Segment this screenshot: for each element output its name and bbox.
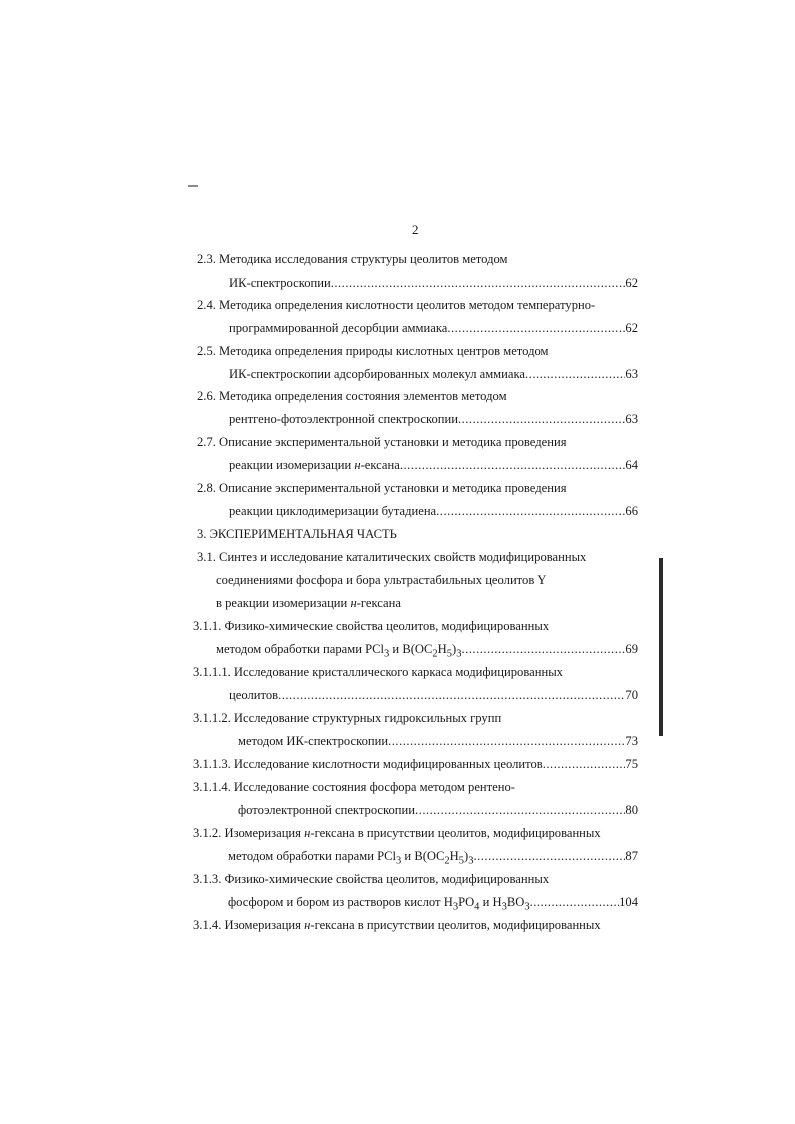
subscript: 5 xyxy=(446,648,453,660)
toc-entry-3-1-1-1-page: 70 xyxy=(625,688,638,702)
toc-leader-dots xyxy=(436,503,625,519)
toc-entry-3-1-3-text xyxy=(228,894,530,916)
toc-leader-dots xyxy=(400,457,626,473)
toc-entry-2-5-line2 xyxy=(229,366,638,382)
toc-entry-3-1-2-line1 xyxy=(193,825,601,841)
toc-entry-3-1-3-line2 xyxy=(228,894,638,916)
toc-entry-3-1-2-line2 xyxy=(228,848,638,870)
toc-entry-2-8-line1: 2.8. Описание экспериментальной установки и методика проведения xyxy=(197,481,567,495)
toc-entry-3-1-1-2-line1: 3.1.1.2. Исследование структурных гидроксильных групп xyxy=(193,711,502,725)
toc-entry-3-1-1-4-line2 xyxy=(238,802,638,818)
text-part: -гексана в присутствии цеолитов, модифицированных xyxy=(310,918,601,932)
subscript: 5 xyxy=(458,855,465,867)
toc-entry-3-1-1-4-text: фотоэлектронной спектроскопии xyxy=(238,803,416,817)
text-part: в реакции изомеризации xyxy=(216,596,351,610)
toc-entry-3-1-2-page: 87 xyxy=(625,849,638,863)
text-part: -гексана xyxy=(356,596,401,610)
toc-entry-2-4-line2 xyxy=(229,320,638,336)
toc-entry-2-5-page: 63 xyxy=(625,367,638,381)
subscript: 3 xyxy=(396,855,402,867)
subscript: 4 xyxy=(474,901,480,913)
text-italic-n: н xyxy=(354,458,361,472)
toc-leader-dots xyxy=(388,733,625,749)
toc-leader-dots xyxy=(543,756,626,772)
subscript: 3 xyxy=(452,901,459,913)
text-italic-n: н xyxy=(304,918,311,932)
toc-leader-dots xyxy=(278,687,625,703)
text-part: методом обработки парами PCl xyxy=(216,642,385,656)
toc-entry-3-1-line2: соединениями фосфора и бора ультрастабильных цеолитов Y xyxy=(216,573,547,587)
text-italic-n: н xyxy=(350,596,357,610)
toc-entry-3-1-1-3-text: 3.1.1.3. Исследование кислотности модифицированных цеолитов xyxy=(193,757,543,771)
toc-leader-dots xyxy=(473,848,625,864)
toc-entry-2-5-text: ИК-спектроскопии адсорбированных молекул аммиака xyxy=(229,367,526,381)
toc-entry-3-1-1-1-line1: 3.1.1.1. Исследование кристаллического каркаса модифицированных xyxy=(193,665,563,679)
toc-entry-2-8-page: 66 xyxy=(625,504,638,518)
text-part: и B(OC xyxy=(389,642,433,656)
toc-leader-dots xyxy=(415,802,625,818)
toc-entry-2-4-line1: 2.4. Методика определения кислотности цеолитов методом температурно- xyxy=(197,298,596,312)
toc-entry-3-1-1-line2 xyxy=(216,641,638,663)
toc-entry-2-6-page: 63 xyxy=(625,412,638,426)
toc-leader-dots xyxy=(447,320,625,336)
subscript: 3 xyxy=(468,855,474,867)
toc-entry-2-7-line1: 2.7. Описание экспериментальной установки и методика проведения xyxy=(197,435,567,449)
toc-entry-3-1-2-text xyxy=(228,848,473,870)
toc-entry-3-1-1-4-line1: 3.1.1.4. Исследование состояния фосфора методом рентено- xyxy=(193,780,515,794)
toc-entry-3-1-1-line1: 3.1.1. Физико-химические свойства цеолитов, модифицированных xyxy=(193,619,550,633)
toc-leader-dots xyxy=(458,411,625,427)
subscript: 2 xyxy=(444,855,450,867)
toc-section-3-title: 3. ЭКСПЕРИМЕНТАЛЬНАЯ ЧАСТЬ xyxy=(197,527,397,541)
toc-leader-dots xyxy=(331,275,626,291)
text-italic-n: н xyxy=(304,826,311,840)
toc-entry-3-1-1-3-page: 75 xyxy=(625,757,638,771)
text-part: 3.1.4. Изомеризация xyxy=(193,918,305,932)
toc-leader-dots xyxy=(530,894,620,910)
text-part: BO xyxy=(506,895,525,909)
subscript: 3 xyxy=(384,648,390,660)
toc-entry-3-1-1-1-line2 xyxy=(229,687,638,703)
toc-entry-3-1-line3 xyxy=(216,595,401,611)
toc-entry-2-4-text: программированной десорбции аммиака xyxy=(229,321,448,335)
toc-entry-2-7-line2 xyxy=(229,457,638,473)
toc-entry-2-8-text: реакции циклодимеризации бутадиена xyxy=(229,504,437,518)
toc-entry-3-1-1-text xyxy=(216,641,461,663)
toc-entry-3-1-1-page: 69 xyxy=(625,642,638,656)
toc-entry-2-3-page: 62 xyxy=(625,276,638,290)
toc-entry-2-6-line1: 2.6. Методика определения состояния элементов методом xyxy=(197,389,507,403)
toc-entry-2-6-line2 xyxy=(229,411,638,427)
toc-entry-3-1-3-line1: 3.1.3. Физико-химические свойства цеолитов, модифицированных xyxy=(193,872,550,886)
text-part: 3.1.2. Изомеризация xyxy=(193,826,305,840)
toc-entry-3-1-1-2-page: 73 xyxy=(625,734,638,748)
text-part: реакции изомеризации xyxy=(229,458,355,472)
subscript: 3 xyxy=(501,901,507,913)
toc-entry-2-7-text xyxy=(229,457,400,473)
toc-entry-2-3-line1: 2.3. Методика исследования структуры цеолитов методом xyxy=(197,252,508,266)
text-part: и B(OC xyxy=(401,849,445,863)
subscript: 3 xyxy=(524,901,530,913)
toc-entry-2-3-line2 xyxy=(229,275,638,291)
text-part: -ексана xyxy=(360,458,400,472)
toc-leader-dots xyxy=(525,366,625,382)
text-part: H xyxy=(449,849,459,863)
toc-leader-dots xyxy=(461,641,625,657)
toc-entry-2-8-line2 xyxy=(229,503,638,519)
toc-entry-3-1-1-1-text: цеолитов xyxy=(229,688,279,702)
toc-entry-2-6-text: рентгено-фотоэлектронной спектроскопии xyxy=(229,412,458,426)
page-number: 2 xyxy=(412,222,419,237)
text-part: -гексана в присутствии цеолитов, модифицированных xyxy=(310,826,601,840)
toc-entry-3-1-1-4-page: 80 xyxy=(625,803,638,817)
toc-entry-3-1-1-2-line2 xyxy=(238,733,638,749)
subscript: 2 xyxy=(432,648,438,660)
text-part: PO xyxy=(458,895,475,909)
toc-entry-2-3-text: ИК-спектроскопии xyxy=(229,276,331,290)
toc-entry-3-1-4-line1 xyxy=(193,917,601,933)
text-part: H xyxy=(437,642,447,656)
text-part: и H xyxy=(479,895,502,909)
toc-entry-3-1-1-3 xyxy=(193,756,638,772)
subscript: 3 xyxy=(456,648,462,660)
toc-entry-3-1-line1: 3.1. Синтез и исследование каталитических свойств модифицированных xyxy=(197,550,587,564)
toc-entry-2-5-line1: 2.5. Методика определения природы кислотных центров методом xyxy=(197,344,549,358)
text-part: ) xyxy=(452,642,457,656)
text-part: ) xyxy=(464,849,469,863)
toc-entry-3-1-3-page: 104 xyxy=(619,895,638,909)
text-part: фосфором и бором из растворов кислот H xyxy=(228,895,453,909)
toc-entry-3-1-1-2-text: методом ИК-спектроскопии xyxy=(238,734,389,748)
toc-entry-2-7-page: 64 xyxy=(625,458,638,472)
toc-entry-2-4-page: 62 xyxy=(625,321,638,335)
text-part: методом обработки парами PCl xyxy=(228,849,397,863)
